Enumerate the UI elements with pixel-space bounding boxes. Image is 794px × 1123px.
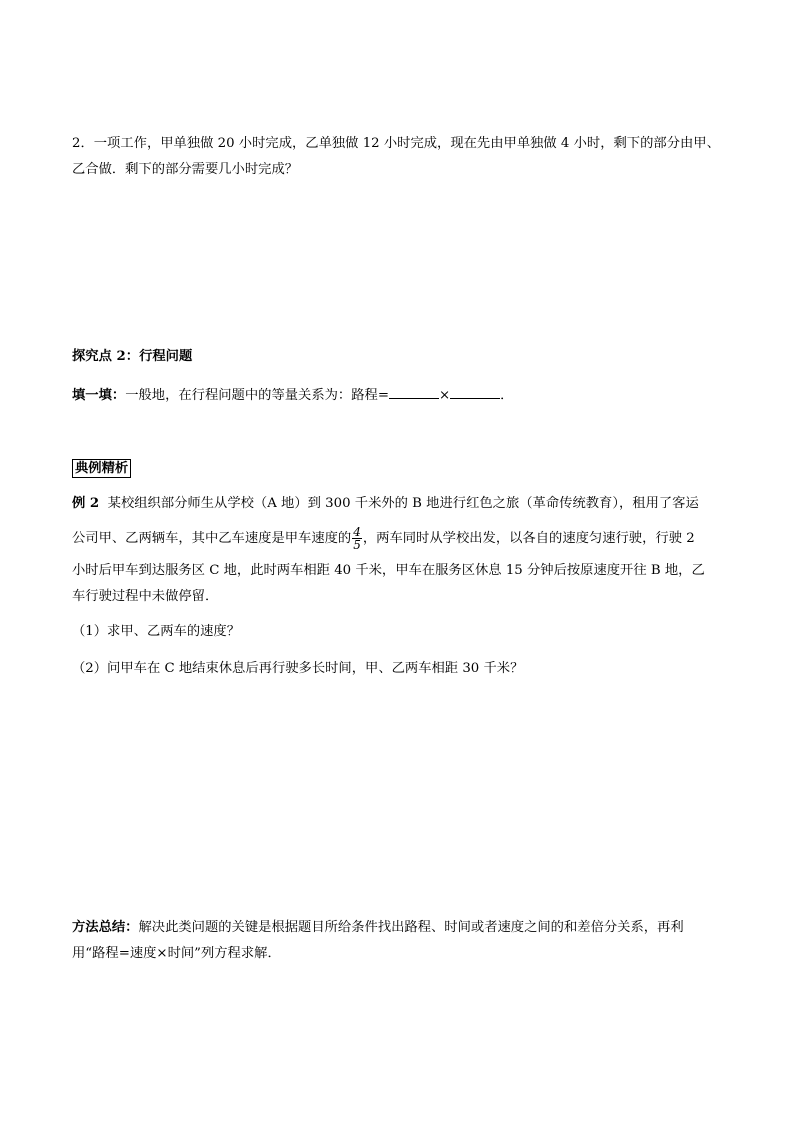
- problem2-line1: 2．一项工作，甲单独做 20 小时完成，乙单独做 12 小时完成，现在先由甲单独做 4 小时，剩下的部分由甲、: [72, 136, 720, 151]
- fraction: [352, 526, 362, 551]
- times-sign: ×: [438, 388, 451, 403]
- blank-2: [450, 384, 500, 399]
- fill-label: 填一填：: [72, 388, 126, 403]
- question-1: （1）求甲、乙两车的速度？: [72, 624, 241, 639]
- blank-1: [389, 384, 439, 399]
- fill-in-statement: [72, 384, 513, 406]
- fill-end: ．: [500, 388, 514, 403]
- example2-text2a: 公司甲、乙两辆车，其中乙车速度是甲车速度的: [72, 531, 352, 546]
- example-header: 典例精析: [72, 459, 131, 478]
- example2-line3: 小时后甲车到达服务区 C 地，此时两车相距 40 千米，甲车在服务区休息 15 分钟后按原速度开往 B 地，乙: [72, 563, 705, 578]
- example-label: 例 2: [72, 496, 100, 511]
- fill-text: 一般地，在行程问题中的等量关系为：路程=: [125, 388, 389, 403]
- fraction-numerator: 4: [353, 525, 361, 539]
- summary-text1: 解决此类问题的关键是根据题目所给条件找出路程、时间或者速度之间的和差倍分关系，再利: [138, 920, 684, 935]
- example2-line2: [72, 526, 695, 551]
- problem2-line2: 乙合做．剩下的部分需要几小时完成？: [72, 162, 299, 177]
- section-title: 探究点 2：行程问题: [72, 349, 193, 364]
- example-header-row: [72, 459, 131, 479]
- summary-line2: 用“路程=速度×时间”列方程求解．: [72, 946, 281, 961]
- example2-text1: 某校组织部分师生从学校（A 地）到 300 千米外的 B 地进行红色之旅（革命传统教育），租用了客运: [107, 496, 699, 511]
- example2-line1: [72, 494, 699, 514]
- example2-text2b: ，两车同时从学校出发，以各自的速度匀速行驶，行驶 2: [362, 531, 695, 546]
- summary-label: 方法总结：: [72, 920, 139, 935]
- question-2: （2）问甲车在 C 地结束休息后再行驶多长时间，甲、乙两车相距 30 千米？: [72, 661, 524, 676]
- summary-line1: [72, 918, 684, 938]
- fraction-denominator: 5: [353, 538, 361, 552]
- example2-line4: 车行驶过程中未做停留．: [72, 589, 219, 604]
